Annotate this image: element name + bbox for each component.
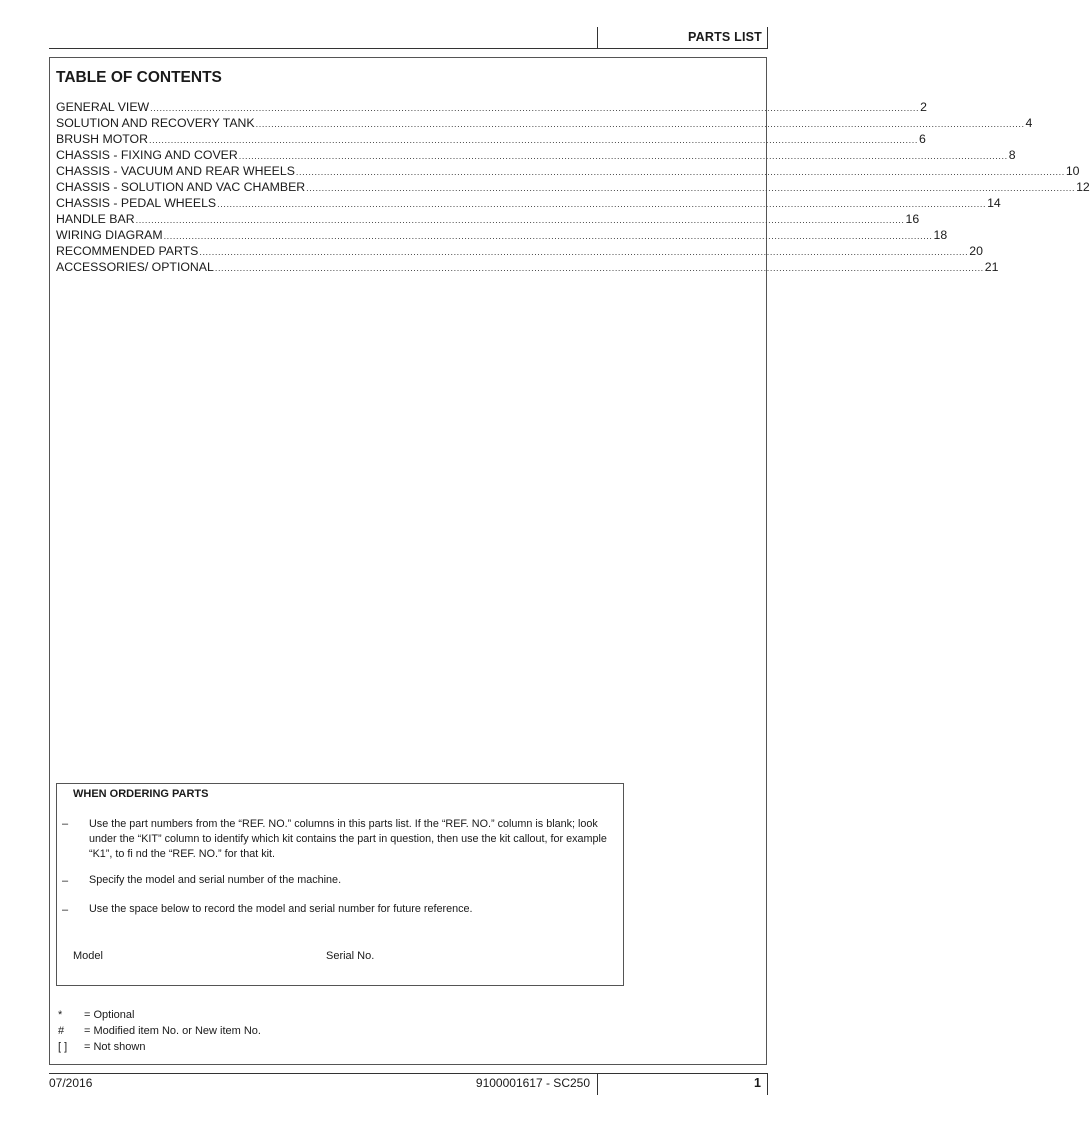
table-of-contents [56,99,1090,275]
toc-entry[interactable] [56,147,1016,163]
toc-entry-label: ACCESSORIES/ OPTIONAL [56,260,214,274]
toc-entry-label: GENERAL VIEW [56,100,150,114]
footer-date: 07/2016 [49,1076,93,1090]
footer-divider-right [767,1073,768,1095]
toc-entry-page: 20 [969,244,983,258]
bullet-dash: – [62,875,69,887]
bullet-dash: – [62,904,69,916]
legend-row [58,1023,261,1039]
ordering-instruction: Use the space below to record the model and serial number for future reference. [89,903,473,915]
toc-entry-label: CHASSIS - SOLUTION AND VAC CHAMBER [56,180,306,194]
toc-entry[interactable] [56,99,927,115]
toc-entry-label: RECOMMENDED PARTS [56,244,199,258]
serial-number-label: Serial No. [326,950,375,962]
toc-entry-page: 6 [918,132,926,146]
toc-leader-dots: ........................................................................................................................................................................................................................................................ [217,199,987,209]
footer-page-number: 1 [754,1076,761,1090]
toc-leader-dots: ........................................................................................................................................................................................................................................................ [306,183,1076,193]
toc-entry-label: CHASSIS - PEDAL WHEELS [56,196,217,210]
toc-entry-label: CHASSIS - FIXING AND COVER [56,148,238,162]
toc-title: TABLE OF CONTENTS [56,69,222,86]
bullet-dash: – [62,818,69,830]
toc-leader-dots: ........................................................................................................................................................................................................................................................ [214,263,984,273]
legend-symbol: # [58,1025,65,1037]
footer-rule [49,1073,768,1074]
toc-entry-label: CHASSIS - VACUUM AND REAR WHEELS [56,164,295,178]
toc-entry-page: 16 [905,212,920,226]
footer-divider [597,1073,598,1095]
toc-entry[interactable] [56,163,1080,179]
toc-entry-page: 10 [1065,164,1080,178]
header-divider [597,27,598,48]
toc-entry-page: 21 [984,260,999,274]
legend-text: = Not shown [84,1041,146,1053]
toc-entry-label: BRUSH MOTOR [56,132,149,146]
toc-entry[interactable] [56,131,926,147]
toc-entry-page: 4 [1025,116,1033,130]
toc-leader-dots: ........................................................................................................................................................................................................................................................ [295,167,1065,177]
legend-row [58,1007,261,1023]
ordering-instruction: Use the part numbers from the “REF. NO.” columns in this parts list. If the “REF. NO.” column is blank; look under the “KIT” column to identify which kit contains the part in question, then use the kit callout, for example “K1”, to fi nd the “REF. NO.” for that kit. [89,818,607,860]
toc-entry[interactable] [56,195,1001,211]
toc-entry-label: HANDLE BAR [56,212,135,226]
footer-document-number: 9100001617 - SC250 [475,1076,590,1090]
toc-entry-page: 14 [987,196,1001,210]
toc-leader-dots: ........................................................................................................................................................................................................................................................ [163,231,933,241]
toc-entry[interactable] [56,211,920,227]
toc-entry-label: WIRING DIAGRAM [56,228,163,242]
ordering-parts-title: WHEN ORDERING PARTS [73,788,209,800]
toc-entry[interactable] [56,259,999,275]
header-rule [49,48,768,49]
header-divider-right [767,27,768,48]
toc-entry[interactable] [56,179,1090,195]
toc-leader-dots: ........................................................................................................................................................................................................................................................ [135,215,905,225]
toc-entry[interactable] [56,227,948,243]
toc-leader-dots: ........................................................................................................................................................................................................................................................ [255,119,1025,129]
toc-leader-dots: ........................................................................................................................................................................................................................................................ [238,151,1008,161]
toc-leader-dots: ........................................................................................................................................................................................................................................................ [149,135,918,145]
model-label: Model [73,950,103,962]
header-title: PARTS LIST [688,30,762,44]
legend-text: = Modified item No. or New item No. [84,1025,261,1037]
toc-entry-page: 2 [920,100,927,114]
legend-symbol: * [58,1009,63,1021]
toc-entry-page: 12 [1076,180,1090,194]
toc-leader-dots: ........................................................................................................................................................................................................................................................ [199,247,969,257]
toc-entry-page: 18 [933,228,948,242]
toc-entry[interactable] [56,115,1033,131]
symbol-legend [58,1007,261,1055]
legend-text: = Optional [84,1009,135,1021]
ordering-instruction: Specify the model and serial number of the machine. [89,874,342,886]
toc-entry-label: SOLUTION AND RECOVERY TANK [56,116,255,130]
toc-leader-dots: ........................................................................................................................................................................................................................................................ [150,103,920,113]
toc-entry[interactable] [56,243,983,259]
legend-row [58,1039,261,1055]
toc-entry-page: 8 [1008,148,1016,162]
legend-symbol: [ ] [58,1041,68,1053]
